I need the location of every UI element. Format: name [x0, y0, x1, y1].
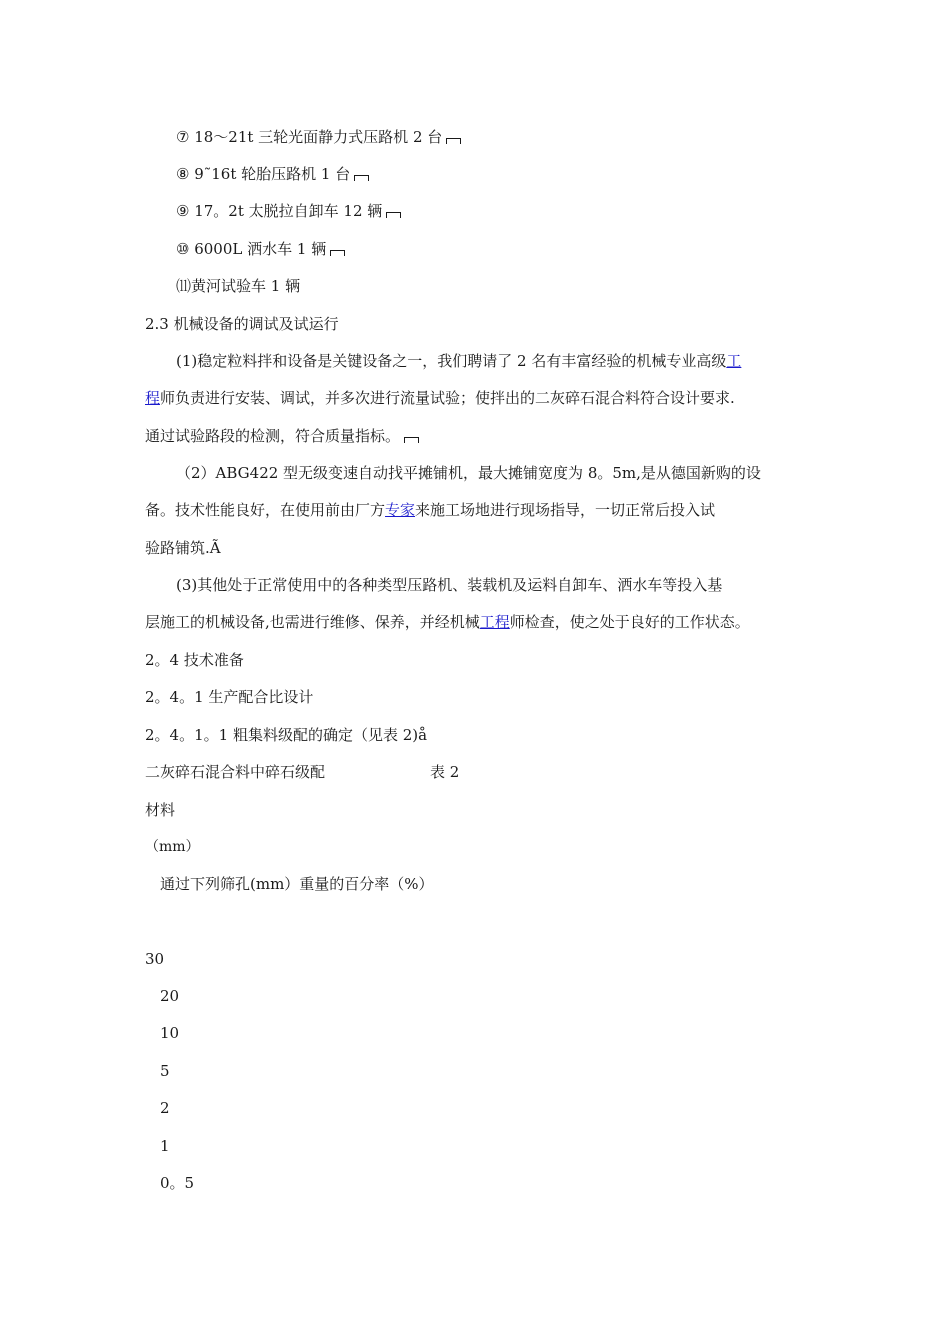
paragraph-2-line-1: （2）ABG422 型无级变速自动找平摊铺机，最大摊铺宽度为 8。5m,是从德国新购的设 [176, 464, 761, 482]
table-header-pass-rate: 通过下列筛孔(mm）重量的百分率（%） [160, 875, 434, 893]
subsection-heading-2-4-1: 2。4。1 生产配合比设计 [145, 688, 314, 706]
paragraph-text: (1)稳定粒料拌和设备是关键设备之一，我们聘请了 2 名有丰富经验的机械专业高级 [176, 352, 727, 370]
paragraph-text: 层施工的机械设备,也需进行维修、保养，并经机械 [145, 613, 480, 631]
paragraph-mark-icon [354, 175, 369, 181]
expert-link[interactable]: 专家 [385, 501, 416, 519]
paragraph-2-line-2 [145, 500, 715, 520]
paragraph-1-line-2 [145, 388, 735, 408]
paragraph-mark-icon [404, 437, 419, 443]
paragraph-mark-icon [446, 138, 461, 144]
paragraph-mark-icon [330, 250, 345, 256]
section-heading-2-3: 2.3 机械设备的调试及试运行 [145, 315, 339, 333]
list-item [176, 127, 461, 147]
list-item-text: ⑧ 9˜16t 轮胎压路机 1 台 [176, 165, 351, 183]
paragraph-text: 通过试验路段的检测，符合质量指标。 [145, 427, 401, 445]
list-item-text: ⑨ 17。2t 太脱拉自卸车 12 辆 [176, 202, 383, 220]
paragraph-text: 师检查，使之处于良好的工作状态。 [509, 613, 750, 631]
sieve-size-cell: 30 [145, 950, 165, 968]
list-item-text: ⑾黄河试验车 1 辆 [176, 277, 301, 295]
sieve-size-cell: 2 [160, 1099, 170, 1117]
table-label: 表 2 [430, 763, 460, 781]
paragraph-3-line-2 [145, 612, 750, 632]
list-item-text: ⑩ 6000L 洒水车 1 辆 [176, 240, 327, 258]
table-header-unit: （mm） [145, 839, 200, 855]
list-item [176, 276, 300, 296]
table-header-material: 材料 [145, 801, 176, 819]
sieve-size-cell: 20 [160, 987, 180, 1005]
section-heading-2-4: 2。4 技术准备 [145, 651, 244, 669]
engineering-link[interactable]: 工程 [479, 613, 510, 631]
engineer-link[interactable]: 程 [145, 389, 161, 407]
paragraph-3-line-1: (3)其他处于正常使用中的各种类型压路机、装载机及运料自卸车、洒水车等投入基 [176, 576, 723, 594]
table-title: 二灰碎石混合料中碎石级配 [145, 763, 326, 781]
paragraph-mark-icon [386, 212, 401, 218]
paragraph-2-line-3: 验路铺筑.Ã [145, 539, 221, 557]
list-item-text: ⑦ 18～21t 三轮光面静力式压路机 2 台 [176, 128, 443, 146]
engineer-link[interactable]: 工 [726, 352, 742, 370]
list-item [176, 201, 401, 221]
paragraph-text: 师负责进行安装、调试，并多次进行流量试验；使拌出的二灰碎石混合料符合设计要求. [160, 389, 735, 407]
sieve-size-cell: 10 [160, 1024, 180, 1042]
paragraph-1-line-3 [145, 426, 419, 446]
sieve-size-cell: 1 [160, 1137, 170, 1155]
list-item [176, 164, 369, 184]
list-item [176, 239, 345, 259]
paragraph-1-line-1 [176, 351, 741, 371]
subsection-heading-2-4-1-1: 2。4。1。1 粗集料级配的确定（见表 2)å [145, 726, 428, 744]
sieve-size-cell: 0。5 [160, 1174, 195, 1192]
paragraph-text: 来施工场地进行现场指导，一切正常后投入试 [415, 501, 716, 519]
sieve-size-cell: 5 [160, 1062, 170, 1080]
paragraph-text: 备。技术性能良好，在使用前由厂方 [145, 501, 386, 519]
